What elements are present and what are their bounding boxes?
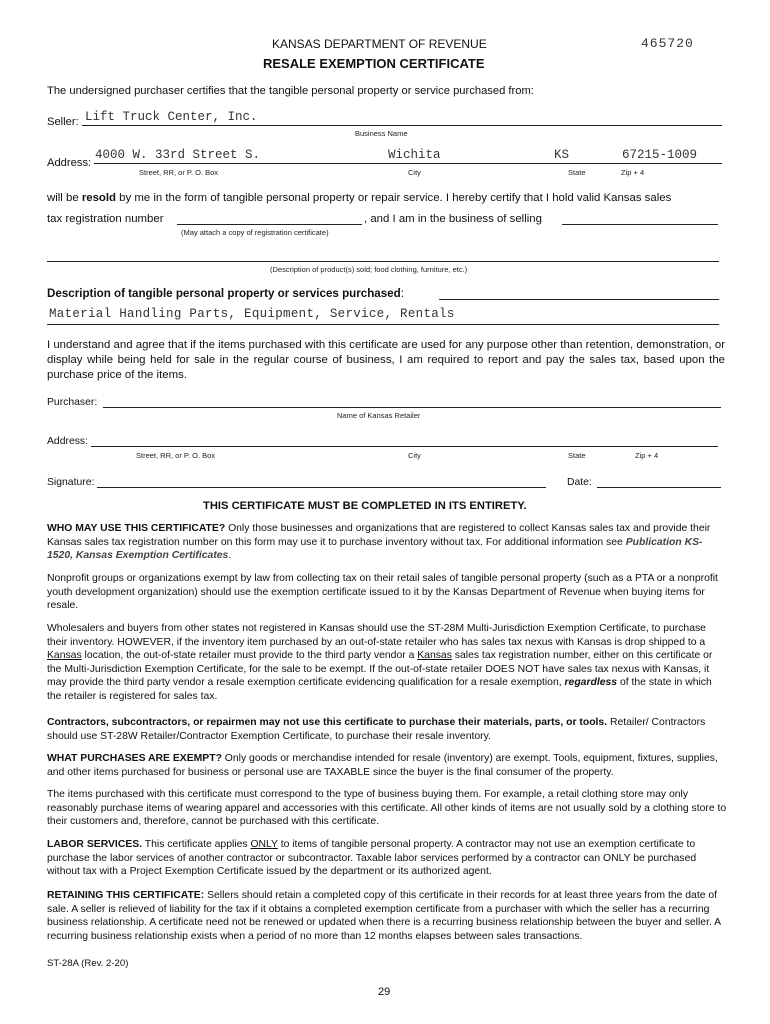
tax-registration-line[interactable] [177,224,362,225]
form-code: 465720 [641,36,694,51]
resold-pre: will be [47,192,82,204]
contractors-bold: Contractors, subcontractors, or repairmen may not use this certificate to purchase their materials, parts, or tools. [47,717,608,728]
page-number: 29 [378,986,391,998]
purchaser-line[interactable] [103,407,721,408]
seller-line[interactable] [82,125,722,126]
signature-line[interactable] [97,487,546,488]
regardless-emphasis: regardless [564,677,618,689]
purchaser-city-caption: City [408,451,421,460]
description-line-1[interactable] [439,299,719,300]
agency-name: KANSAS DEPARTMENT OF REVENUE [272,37,487,51]
kansas-underlined-1: Kansas [47,650,82,662]
wholesalers-p2: location, the out-of-state retailer must provide to the third party vendor a [81,650,418,662]
seller-label: Seller: [47,116,79,128]
retaining-text: Sellers should retain a completed copy of this certificate in their records for at least three years from the date of sale. A seller is relieved of liability for the tax if it obtains a completed exemption certificate from a purchaser with which the seller has a recurring business relationship. A certificate need not be renewed or updated when there is a recurring business relationship between the buyer and seller. A recurring business relationship exists when a period of no more than 12 months elapses between sales transactions. [47,890,721,942]
must-complete-heading: THIS CERTIFICATE MUST BE COMPLETED IN ITS ENTIRETY. [203,500,527,512]
labor-services-paragraph [47,838,727,879]
purchaser-address-line[interactable] [91,446,718,447]
seller-street-caption: Street, RR, or P. O. Box [139,168,219,177]
wholesalers-p1: Wholesalers and buyers from other states not registered in Kansas should use the ST-28M Multi-Jurisdiction Exemption Certificate, to purchase their inventory. HOWEVER, if the inventory item purchased by an out-of-state retailer who has sales tax nexus with Kansas is drop shipped to a [47,623,706,648]
understand-paragraph: I understand and agree that if the items purchased with this certificate are used for any purpose other than retention, demonstration, or display while being held for sale in the regular course of business, I am required to report and pay the sales tax, based upon the purchase price of the items. [47,339,725,381]
seller-zip-value[interactable]: 67215-1009 [622,148,698,162]
who-text: Only those businesses and organizations that are registered to collect Kansas sales tax and provide their Kansas sales tax registration number on this form may use it to purchase inventory without tax. For additional information see [47,523,711,548]
retaining-heading: RETAINING THIS CERTIFICATE: [47,890,205,901]
purchaser-state-caption: State [568,451,586,460]
intro-text: The undersigned purchaser certifies that the tangible personal property or service purchased from: [47,85,534,97]
kansas-retailer-caption: Name of Kansas Retailer [337,411,421,420]
exempt-paragraph [47,752,727,779]
retaining-paragraph [47,889,727,943]
publication-reference: Publication KS-1520, Kansas Exemption Certificates [47,536,703,562]
seller-zip-caption: Zip + 4 [621,168,645,177]
wholesalers-p3: sales tax registration number, either on this certificate or the Multi-Jurisdiction Exemption Certificate, for the sale to be exempt. If the out-of-state retailer DOES NOT have sales tax nexus with Kansas, it may provide the third party vendor a resale exemption certificate evidencing qualification for a resale exemption, [47,650,713,689]
date-label: Date: [567,477,592,488]
seller-address-line[interactable] [94,163,722,164]
tax-registration-label: tax registration number [47,213,164,225]
business-selling-label: , and I am in the business of selling [364,213,542,225]
wholesalers-paragraph [47,622,727,704]
seller-state-caption: State [568,168,586,177]
only-underlined: ONLY [250,839,278,850]
resold-bold: resold [81,192,117,204]
seller-name-value[interactable]: Lift Truck Center, Inc. [85,110,258,124]
labor-t2: to items of tangible personal property. A contractor may not use an exemption certificate to purchase the labor services of another contractor or subcontractor. Taxable labor services performed by a contractor can ONLY be purchased without tax with a Project Exemption Certificate issued by the department or its authorized agent. [47,839,697,878]
description-colon: : [400,287,404,300]
business-selling-line[interactable] [562,224,718,225]
description-value[interactable]: Material Handling Parts, Equipment, Service, Rentals [49,307,455,321]
form-title: RESALE EXEMPTION CERTIFICATE [263,56,485,71]
items-paragraph: The items purchased with this certificate must correspond to the type of business buying them. For example, a retail clothing store may only reasonably purchase items of wearing apparel and accessories with this certificate. All other kinds of items are not usually sold by a clothing store to their customers and, therefore, cannot be purchased with this certificate. [47,789,727,828]
contractors-paragraph [47,716,727,743]
seller-street-value[interactable]: 4000 W. 33rd Street S. [95,148,261,162]
products-sold-caption: (Description of product(s) sold; food clothing, furniture, etc.) [270,265,468,274]
contractors-text: Retailer/ Contractors should use ST-28W Retailer/Contractor Exemption Certificate, to purchase their resale inventory. [47,717,706,742]
purchaser-label: Purchaser: [47,397,98,408]
signature-label: Signature: [47,477,95,488]
purchaser-zip-caption: Zip + 4 [635,451,659,460]
seller-state-value[interactable]: KS [554,148,570,162]
seller-city-value[interactable]: Wichita [388,148,441,162]
labor-t1: This certificate applies [142,839,251,850]
date-line[interactable] [597,487,721,488]
resold-sentence [47,192,671,204]
exempt-text: Only goods or merchandise intended for resale (inventory) are exempt. Tools, equipment, fixtures, supplies, and other items purchased for business or personal use are TAXABLE since the buyer is the final consumer of the property. [47,753,718,778]
labor-heading: LABOR SERVICES. [47,839,143,850]
products-sold-line[interactable] [47,261,719,262]
business-name-caption: Business Name [355,129,408,138]
who-end: . [228,550,232,562]
who-heading: WHO MAY USE THIS CERTIFICATE? [47,523,226,534]
description-line-2[interactable] [47,324,719,325]
wholesalers-p4: of the state in which the retailer is registered for sales tax. [47,677,712,702]
kansas-underlined-2: Kansas [417,650,452,662]
description-label [47,287,404,300]
nonprofit-paragraph: Nonprofit groups or organizations exempt by law from collecting tax on their retail sales of tangible personal property (such as a PTA or a nonprofit youth development organization) should use the exemption certificate issued to it by the Kansas Department of Revenue when buying items for resale. [47,573,718,612]
seller-city-caption: City [408,168,421,177]
form-revision: ST-28A (Rev. 2-20) [47,958,129,969]
seller-address-label: Address: [47,157,92,169]
purchaser-address-label: Address: [47,436,89,447]
who-may-use-paragraph [47,522,727,563]
registration-certificate-caption: (May attach a copy of registration certificate) [181,228,329,237]
description-label-text: Description of tangible personal property or services purchased [47,287,401,300]
resold-post: by me in the form of tangible personal property or repair service. I hereby certify that I hold valid Kansas sales [116,192,672,204]
purchaser-street-caption: Street, RR, or P. O. Box [136,451,216,460]
exempt-heading: WHAT PURCHASES ARE EXEMPT? [47,753,222,764]
